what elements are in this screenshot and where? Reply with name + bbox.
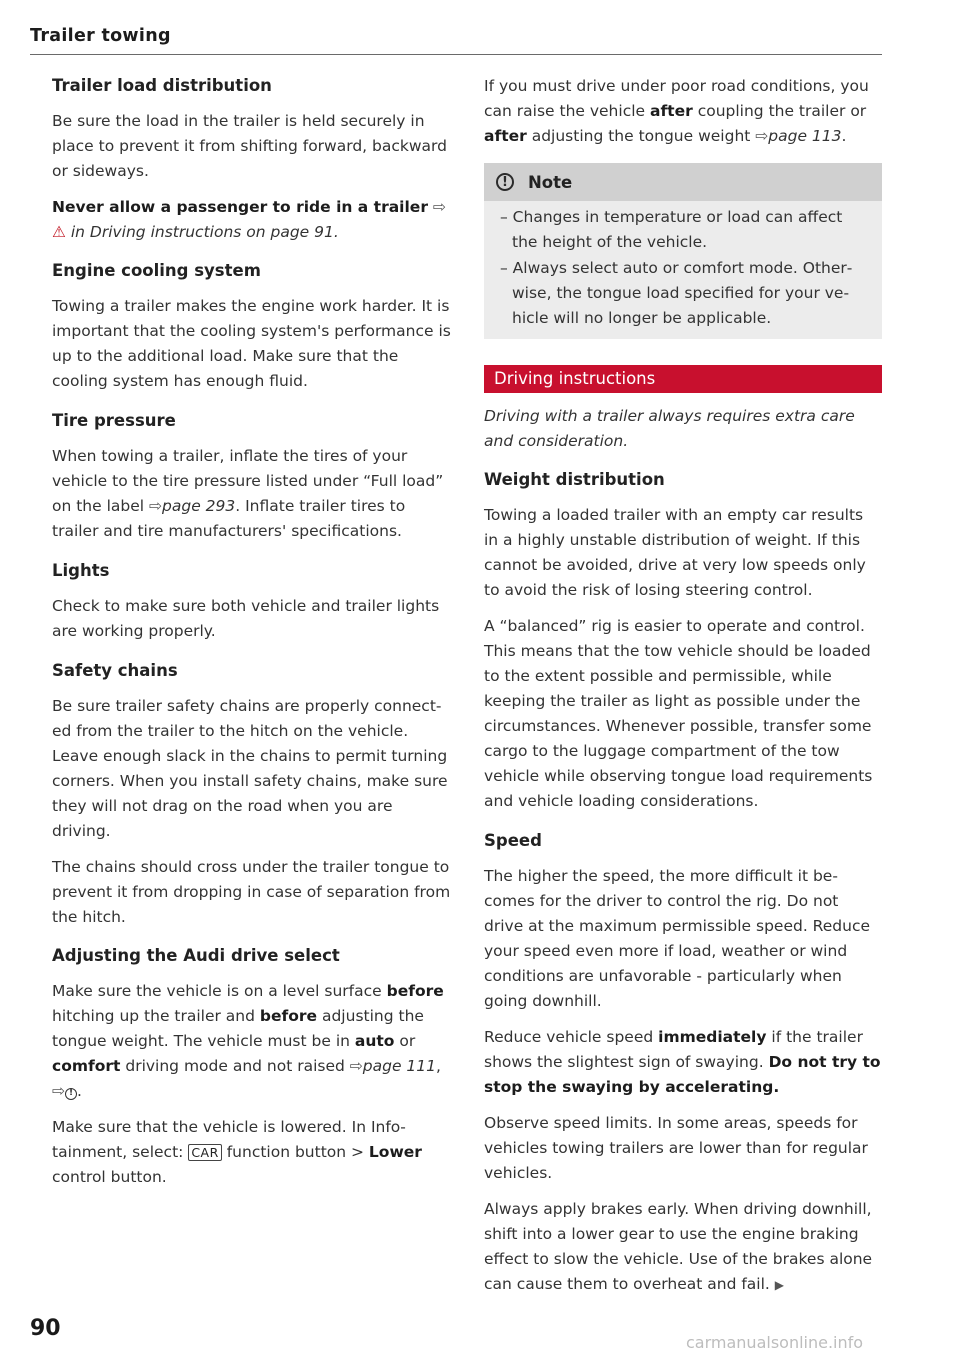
lower-text-1: Make sure that the vehicle is lowered. In Infotainment, select: xyxy=(52,1118,406,1161)
ds-before-1: before xyxy=(386,982,444,1000)
ds-text-3: adjusting the tongue weight. The vehicle must be in xyxy=(52,1007,424,1050)
ds-before-2: before xyxy=(259,1007,318,1025)
continue-arrow-icon: ▶ xyxy=(774,1278,785,1292)
chains-body-1: Be sure trailer safety chains are properly connected from the trailer to the hitch on the vehicle. Leave enough slack in the chains to permit turning corners. When you install safety chains, make sure they will not drag on the road when you are driving. xyxy=(52,697,448,840)
lower-text-3: control button. xyxy=(52,1168,167,1186)
limits-body: Observe speed limits. In some areas, speeds for vehicles towing trailers are lower than for regular vehicles. xyxy=(484,1114,868,1182)
tire-ref-link[interactable]: page 293 xyxy=(162,497,236,515)
lower-body xyxy=(52,1115,452,1190)
arrow-icon: ⇨ xyxy=(349,1057,363,1075)
brakes-body xyxy=(484,1197,882,1298)
car-button-icon: CAR xyxy=(188,1144,221,1161)
page-number: 90 xyxy=(30,1316,61,1341)
poor-conditions-body xyxy=(484,74,882,149)
heading-drive-select: Adjusting the Audi drive select xyxy=(52,946,340,965)
note-item: – Always select auto or comfort mode. Otherwise, the tongue load specified for your vehicle will no longer be applicable. xyxy=(500,259,853,327)
passenger-ref[interactable]: in Driving instructions on page 91. xyxy=(65,223,339,241)
warning-triangle-icon: ⚠ xyxy=(52,223,66,241)
heading-speed: Speed xyxy=(484,831,542,850)
ds-auto: auto xyxy=(354,1032,395,1050)
poor-text-2: coupling the trailer or xyxy=(692,102,867,120)
arrow-icon: ⇨ xyxy=(149,497,163,515)
heading-lights: Lights xyxy=(52,561,110,580)
passenger-warning xyxy=(52,195,452,245)
lower-text-2: function button > xyxy=(221,1143,369,1161)
note-header xyxy=(484,163,882,201)
poor-text-3: adjusting the tongue weight xyxy=(526,127,756,145)
tire-text-2: . Inflate trailer tires to trailer and tire manufacturers' specifications. xyxy=(52,497,406,540)
ds-text-1: Make sure the vehicle is on a level surface xyxy=(52,982,387,1000)
drive-select-body: Make sure the vehicle is on a level surface before hitching up the trailer and before adjusting the tongue weight. The vehicle must be in auto or comfort driving mode and not raised ⇨page 111, ⇨ ! . xyxy=(52,982,444,1100)
lights-body: Check to make sure both vehicle and trailer lights are working properly. xyxy=(52,597,440,640)
heading-weight-distribution: Weight distribution xyxy=(484,470,665,489)
poor-after-2: after xyxy=(484,127,527,145)
sway-body xyxy=(484,1025,882,1100)
note-item: – Changes in temperature or load can affect the height of the vehicle. xyxy=(500,208,843,251)
note-title: Note xyxy=(528,172,573,192)
ds-comfort: comfort xyxy=(52,1057,121,1075)
sway-bold-2: Do not try to stop the swaying by accelerating. xyxy=(484,1053,881,1096)
ds-text-4: or xyxy=(394,1032,416,1050)
watermark: carmanualsonline.info xyxy=(686,1333,864,1352)
ds-ref-link[interactable]: page 111 xyxy=(362,1057,437,1075)
note-circle-icon[interactable]: ! xyxy=(65,1088,77,1100)
weight-body-2: A “balanced” rig is easier to operate and control. This means that the tow vehicle should be loaded to the extent possible and permissible, while keeping the trailer as light as possible under the circumstances. Whenever possible, transfer some cargo to the luggage compartment of the tow vehicle while observing tongue load requirements and vehicle loading considerations. xyxy=(484,617,873,810)
passenger-bold: Never allow a passenger to ride in a trailer xyxy=(52,198,428,216)
chains-body-2: The chains should cross under the trailer tongue to prevent it from dropping in case of separation from the hitch. xyxy=(52,858,451,926)
arrow-icon: ⇨ xyxy=(52,1082,65,1100)
right-column xyxy=(484,74,882,1298)
arrow-icon: ⇨ xyxy=(432,198,446,216)
note-box xyxy=(484,163,882,339)
poor-ref-link[interactable]: page 113 xyxy=(768,127,842,145)
exclamation-circle-icon: ! xyxy=(496,173,514,191)
note-list xyxy=(484,201,882,331)
tire-body xyxy=(52,444,452,544)
heading-engine-cooling: Engine cooling system xyxy=(52,261,261,280)
brakes-text: Always apply brakes early. When driving downhill, shift into a lower gear to use the engine braking effect to slow the vehicle. Use of the brakes alone can cause them to overheat and fail. xyxy=(484,1200,873,1293)
page-header xyxy=(30,26,882,55)
heading-trailer-load: Trailer load distribution xyxy=(52,76,272,95)
lower-bold: Lower xyxy=(368,1143,422,1161)
load-body: Be sure the load in the trailer is held securely in place to prevent it from shifting forward, backward or sideways. xyxy=(52,112,447,180)
heading-safety-chains: Safety chains xyxy=(52,661,178,680)
weight-body-1: Towing a loaded trailer with an empty car results in a highly unstable distribution of weight. If this cannot be avoided, drive at very low speeds only to avoid the risk of losing steering control. xyxy=(484,506,866,599)
left-column xyxy=(52,74,452,1190)
ds-text-2: hitching up the trailer and xyxy=(52,1007,260,1025)
arrow-icon: ⇨ xyxy=(755,127,769,145)
poor-text-4: . xyxy=(841,127,847,145)
driving-intro: Driving with a trailer always requires extra care and consideration. xyxy=(484,407,855,450)
ds-text-6: , xyxy=(436,1057,441,1075)
cooling-body: Towing a trailer makes the engine work harder. It is important that the cooling system's performance is up to the additional load. Make sure that the cooling system has enough fluid. xyxy=(52,297,451,390)
tire-text-1: When towing a trailer, inflate the tires of your vehicle to the tire pressure listed under “Full load” on the label xyxy=(52,447,444,515)
ds-text-5: driving mode and not raised xyxy=(120,1057,350,1075)
speed-body-1: The higher the speed, the more difficult it becomes for the driver to control the rig. Do not drive at the maximum permissible speed. Reduce your speed even more if load, weather or wind conditions are unfavorable - particularly when going downhill. xyxy=(484,867,871,1010)
sway-bold-1: immediately xyxy=(658,1028,767,1046)
sway-text-2: if the trailer shows the slightest sign of swaying. xyxy=(484,1028,863,1071)
heading-tire-pressure: Tire pressure xyxy=(52,411,176,430)
poor-after-1: after xyxy=(649,102,693,120)
sway-text-1: Reduce vehicle speed xyxy=(484,1028,659,1046)
poor-text-1: If you must drive under poor road conditions, you can raise the vehicle xyxy=(484,77,869,120)
header-title: Trailer towing xyxy=(30,26,171,46)
section-title-bar: Driving instructions xyxy=(484,365,882,393)
